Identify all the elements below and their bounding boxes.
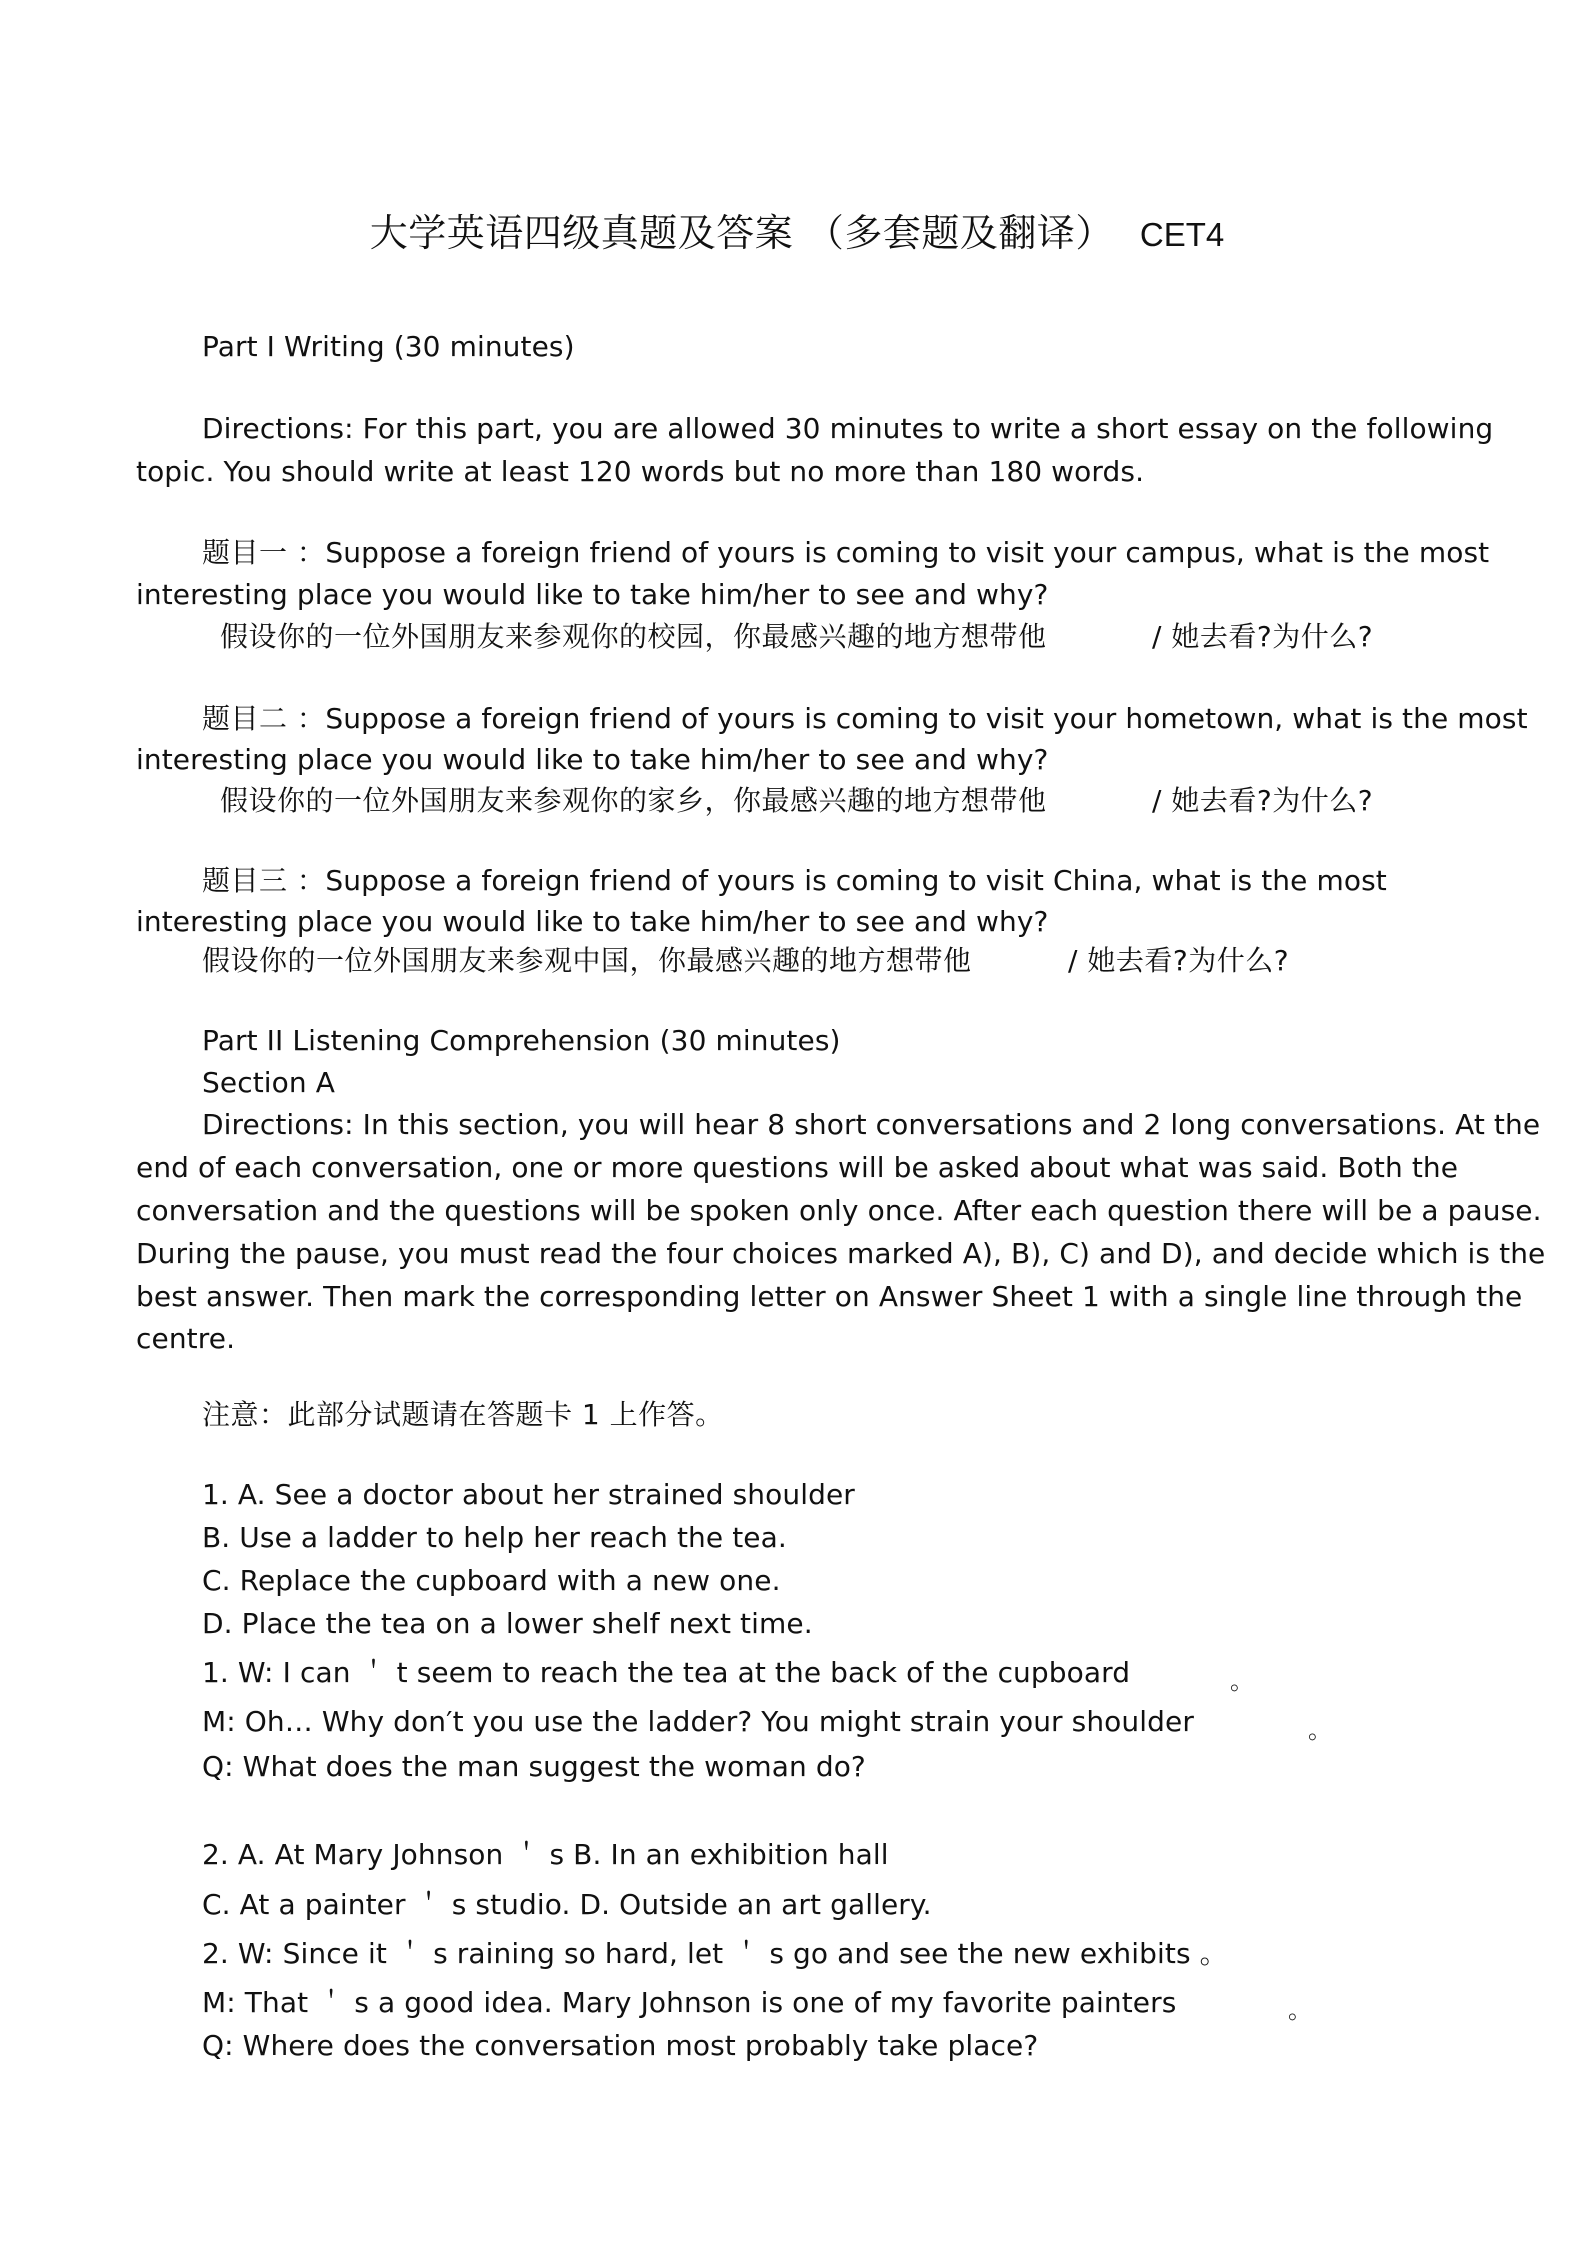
answer-sheet-note: 注意：此部分试题请在答题卡 1 上作答。 — [202, 1398, 724, 1431]
q1-option-a: 1. A. See a doctor about her strained shoulder — [202, 1478, 855, 1511]
topic-2-line-1 — [202, 702, 1528, 736]
listening-directions-line-4: During the pause, you must read the four choices marked A), B), C) and D), and decide which is the — [136, 1237, 1546, 1270]
q2-options-a-b: 2. A. At Mary Johnson ＇ s B. In an exhibition hall — [202, 1838, 889, 1871]
q2-question: Q: Where does the conversation most probably take place? — [202, 2029, 1039, 2062]
writing-heading: Part I Writing (30 minutes) — [202, 330, 575, 363]
topic-3-line-2: interesting place you would like to take him/her to see and why? — [136, 905, 1049, 938]
topic-2-text: Suppose a foreign friend of yours is coming to visit your hometown, what is the most — [325, 702, 1528, 735]
section-a-heading: Section A — [202, 1066, 335, 1099]
topic-1-line-1 — [202, 536, 1489, 570]
topic-1-label: 题目一 ： — [202, 536, 326, 569]
listening-directions-line-5: best answer. Then mark the corresponding letter on Answer Sheet 1 with a single line through the — [136, 1280, 1523, 1313]
q1-option-b: B. Use a ladder to help her reach the tea. — [202, 1521, 787, 1554]
listening-directions-line-6: centre. — [136, 1322, 236, 1355]
topic-3-label: 题目三 ： — [202, 864, 326, 897]
q2-options-c-d: C. At a painter ＇ s studio. D. Outside an art gallery. — [202, 1888, 932, 1921]
q1-man-line: M: Oh… Why don′t you use the ladder? You might strain your shoulder — [202, 1705, 1194, 1738]
q2-woman-line: 2. W: Since it ＇ s raining so hard, let ＇ s go and see the new exhibits 。 — [202, 1937, 1228, 1970]
title-main: 大学英语四级真题及答案 （多套题及翻译） — [369, 211, 1114, 255]
listening-directions-line-3: conversation and the questions will be spoken only once. After each question there will be a pause. — [136, 1194, 1542, 1227]
q2-man-line: M: That ＇ s a good idea. Mary Johnson is one of my favorite painters — [202, 1986, 1177, 2019]
topic-3-translation-end: / 她去看?为什么? — [1068, 944, 1290, 977]
q1-man-line-period: 。 — [1308, 1716, 1332, 1744]
topic-2-label: 题目二 ： — [202, 702, 326, 735]
writing-directions-line-2: topic. You should write at least 120 words but no more than 180 words. — [136, 455, 1145, 488]
topic-1-line-2: interesting place you would like to take him/her to see and why? — [136, 578, 1049, 611]
page-title — [0, 210, 1594, 258]
listening-heading: Part II Listening Comprehension (30 minutes) — [202, 1024, 841, 1057]
topic-3-translation: 假设你的一位外国朋友来参观中国，你最感兴趣的地方想带他 — [202, 944, 972, 977]
topic-1-translation: 假设你的一位外国朋友来参观你的校园，你最感兴趣的地方想带他 — [220, 620, 1047, 653]
title-code: CET4 — [1139, 216, 1225, 253]
q1-option-c: C. Replace the cupboard with a new one. — [202, 1564, 781, 1597]
q1-option-d: D. Place the tea on a lower shelf next time. — [202, 1607, 813, 1640]
listening-directions-line-2: end of each conversation, one or more questions will be asked about what was said. Both the — [136, 1151, 1459, 1184]
writing-directions-line-1: Directions: For this part, you are allowed 30 minutes to write a short essay on the following — [202, 412, 1494, 445]
topic-1-text: Suppose a foreign friend of yours is coming to visit your campus, what is the most — [325, 536, 1490, 569]
topic-3-line-1 — [202, 864, 1387, 898]
q1-question: Q: What does the man suggest the woman do? — [202, 1750, 866, 1783]
topic-2-line-2: interesting place you would like to take him/her to see and why? — [136, 743, 1049, 776]
topic-3-text: Suppose a foreign friend of yours is coming to visit China, what is the most — [325, 864, 1387, 897]
topic-2-translation-end: / 她去看?为什么? — [1152, 784, 1374, 817]
q2-man-line-period: 。 — [1288, 1996, 1312, 2024]
topic-1-translation-end: / 她去看?为什么? — [1152, 620, 1374, 653]
topic-2-translation: 假设你的一位外国朋友来参观你的家乡，你最感兴趣的地方想带他 — [220, 784, 1047, 817]
listening-directions-line-1: Directions: In this section, you will hear 8 short conversations and 2 long conversations. At the — [202, 1108, 1541, 1141]
q1-woman-line: 1. W: I can ＇ t seem to reach the tea at the back of the cupboard — [202, 1656, 1131, 1689]
q1-woman-line-period: 。 — [1230, 1667, 1254, 1695]
